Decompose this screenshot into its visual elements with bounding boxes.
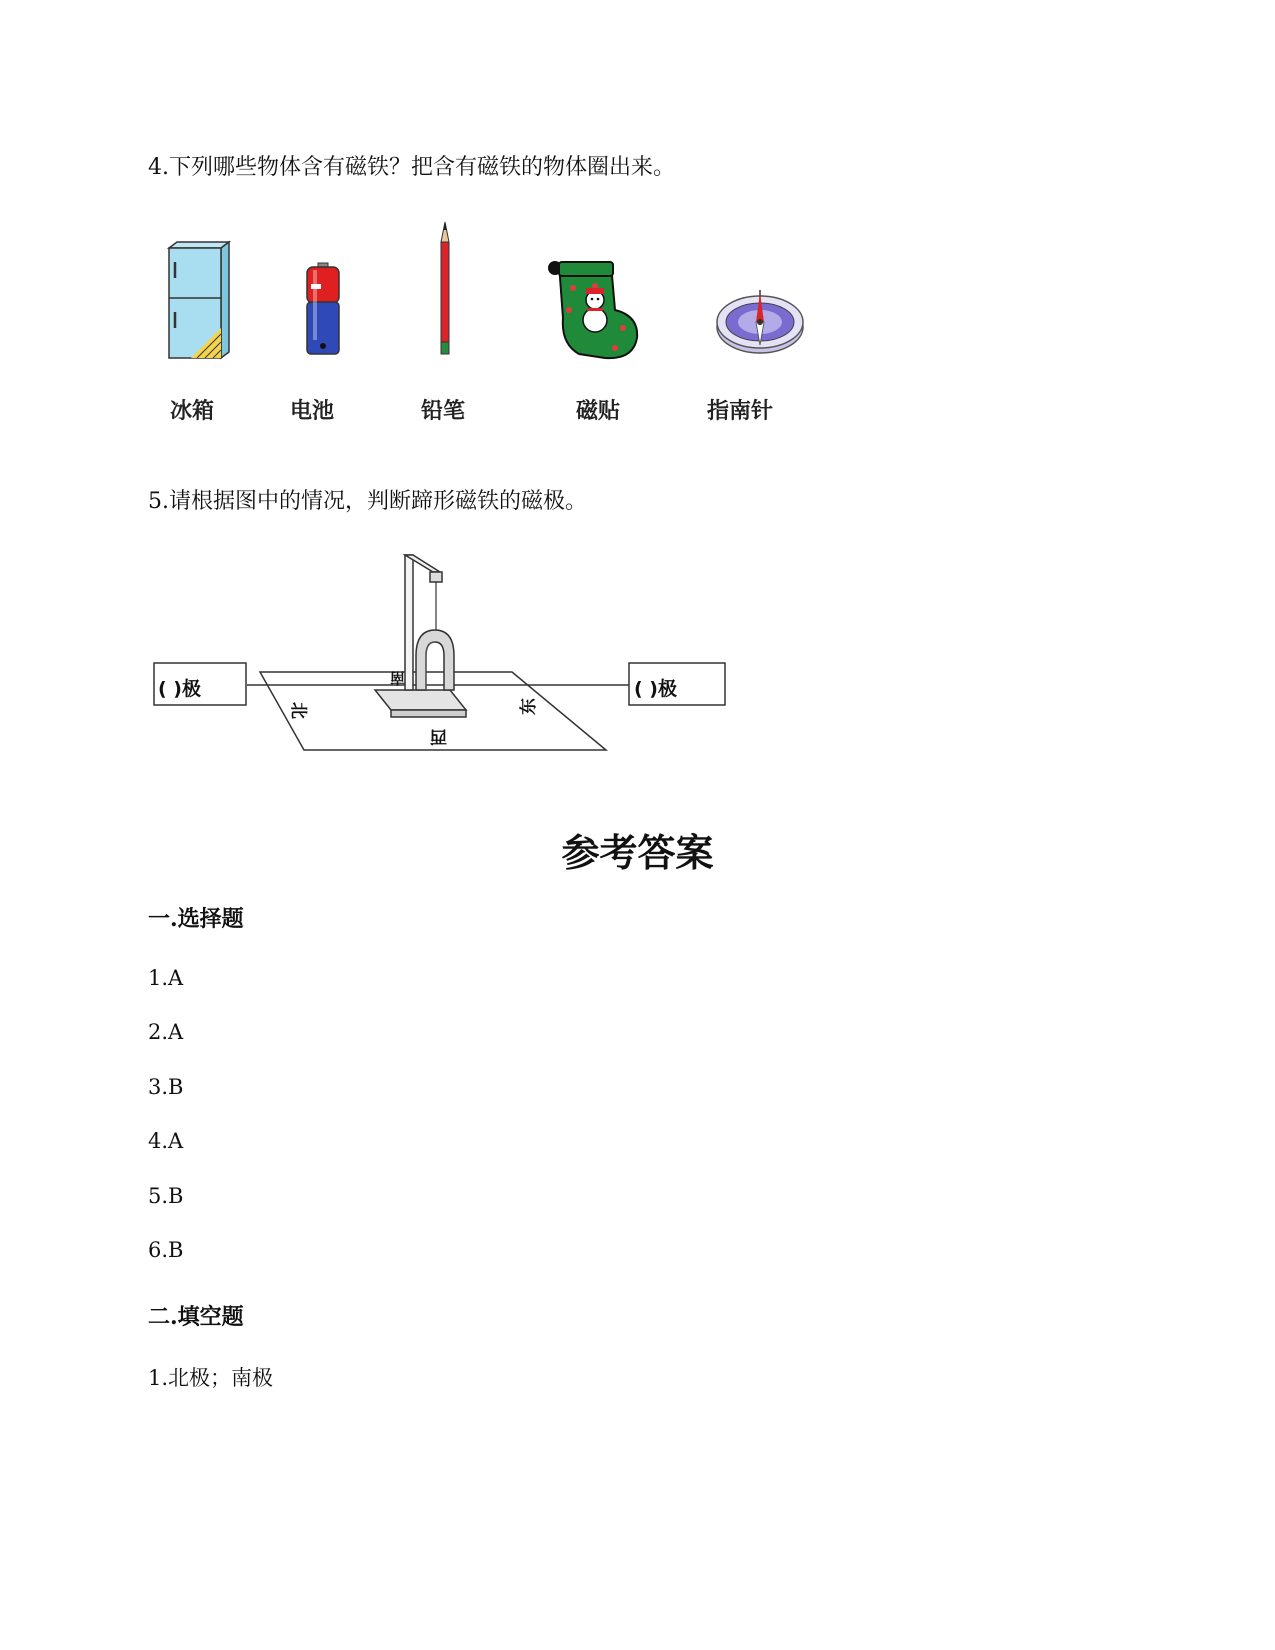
object-label-compass: 指南针 (706, 399, 773, 424)
left-pole-label: ( )极 (158, 678, 201, 700)
section-heading-fill: 二.填空题 (148, 1304, 244, 1330)
pencil-icon (435, 220, 455, 360)
object-label-pencil: 铅笔 (420, 399, 465, 424)
answer-title: 参考答案 (561, 830, 714, 875)
battery-icon (303, 262, 343, 362)
answer-item: 5.B (148, 1184, 184, 1208)
compass-icon (715, 285, 805, 361)
section-heading-choice: 一.选择题 (148, 906, 244, 932)
stocking-magnet-icon (545, 258, 643, 366)
answer-item: 1.A (148, 966, 184, 990)
answer-item: 2.A (148, 1020, 184, 1044)
question-5-text: 5.请根据图中的情况，判断蹄形磁铁的磁极。 (148, 489, 587, 514)
direction-east-label: 东 (519, 698, 539, 715)
direction-north-label: 北 (288, 702, 308, 719)
answer-item: 6.B (148, 1238, 184, 1262)
question-4-text: 4.下列哪些物体含有磁铁？把含有磁铁的物体圈出来。 (148, 155, 675, 180)
refrigerator-icon (165, 240, 235, 374)
direction-south-label: 南 (390, 669, 406, 687)
horseshoe-magnet-diagram (150, 550, 740, 760)
answer-item: 3.B (148, 1075, 184, 1099)
direction-west-label: 西 (430, 726, 447, 746)
object-label-battery: 电池 (289, 399, 334, 424)
object-label-stocking: 磁贴 (575, 399, 620, 424)
answer-item: 4.A (148, 1129, 184, 1153)
right-pole-label: ( )极 (634, 678, 677, 700)
answer-item: 1.北极；南极 (148, 1366, 274, 1390)
object-label-refrigerator: 冰箱 (169, 399, 214, 424)
